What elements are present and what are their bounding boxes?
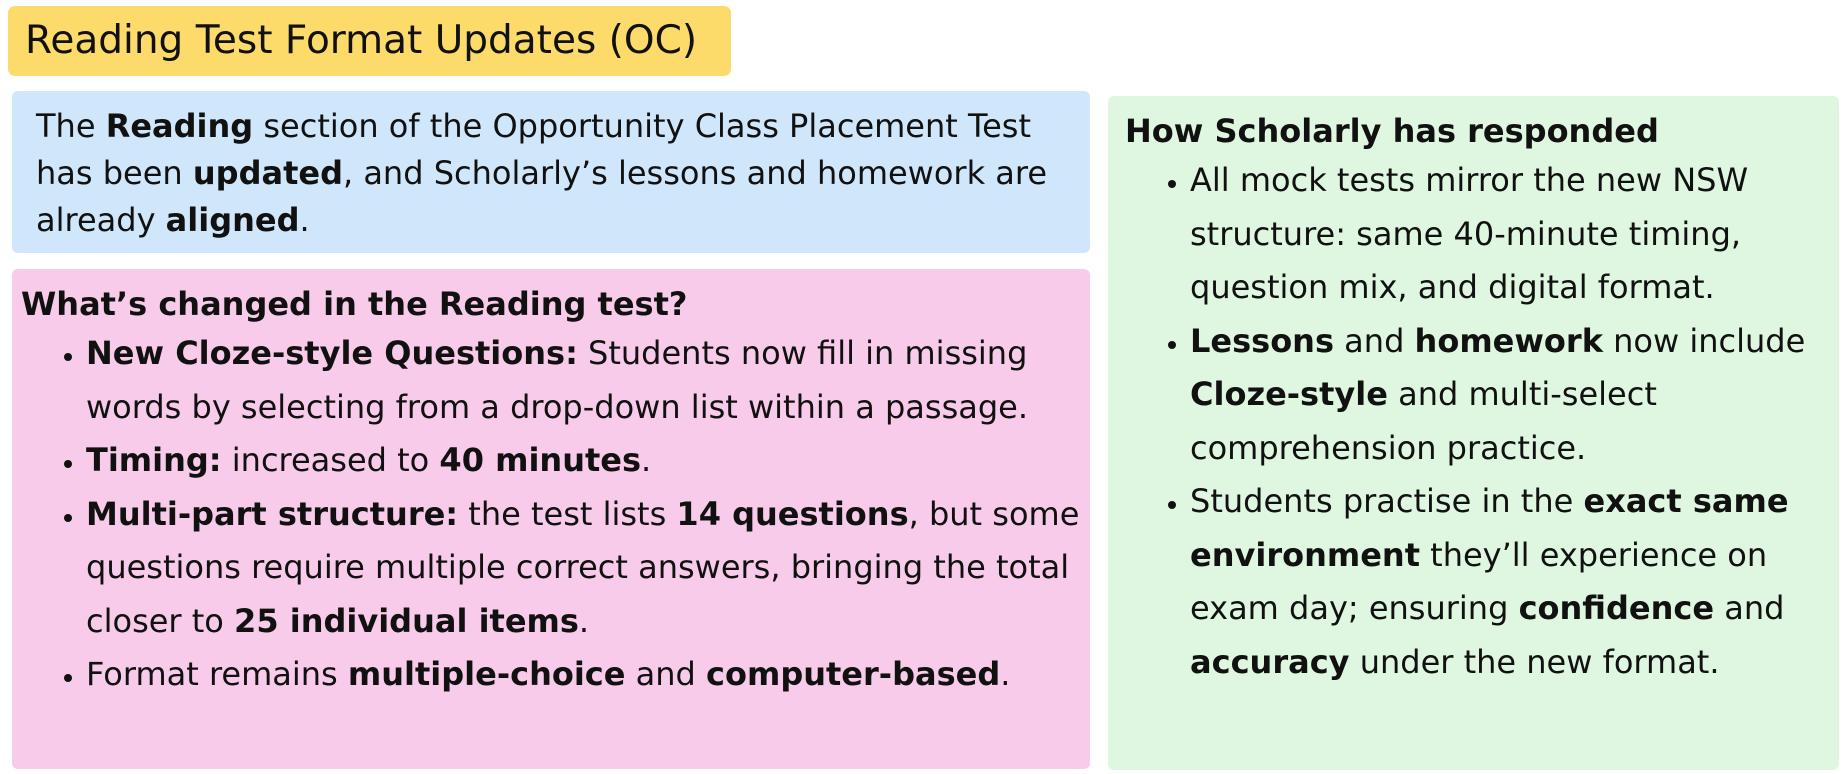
changes-heading: What’s changed in the Reading test? (21, 285, 688, 323)
response-list (1125, 154, 1839, 689)
list-item-bold: 40 minutes (439, 441, 642, 479)
list-item-text: All mock tests mirror the new NSW structure: same 40-minute timing, question mix, and digital format. (1190, 161, 1749, 306)
list-item-text: Students practise in the (1190, 482, 1584, 520)
list-item (86, 648, 1090, 702)
list-item-bold: accuracy (1190, 642, 1350, 681)
list-item-bold: New Cloze-style Questions: (86, 334, 578, 372)
page-title: Reading Test Format Updates (OC) (8, 6, 731, 76)
list-item-text: and (625, 655, 707, 693)
list-item-bold: Lessons (1190, 321, 1334, 360)
list-item-text: the test lists (458, 494, 677, 533)
list-item-text: . (578, 601, 590, 640)
list-item-text: increased to (221, 441, 440, 479)
list-item-bold: exact same environment (1190, 482, 1789, 574)
list-item (1190, 154, 1839, 315)
list-item-bold: 25 individual items (234, 601, 579, 640)
list-item (86, 434, 1090, 488)
changes-box (12, 269, 1090, 769)
changes-list (21, 327, 1090, 702)
list-item-text: now include (1602, 321, 1806, 360)
intro-box (12, 91, 1090, 253)
list-item-text: and (1334, 321, 1415, 360)
response-heading: How Scholarly has responded (1125, 112, 1659, 150)
list-item-text: . (1000, 655, 1011, 693)
list-item-bold: multiple-choice (347, 655, 626, 693)
list-item-text: Students now fill in missing words by selecting from a drop-down list within a passage. (86, 334, 1029, 426)
list-item-bold: Multi-part structure: (86, 494, 459, 533)
intro-text: , and Scholarly’s lessons and homework are already (36, 154, 1048, 239)
list-item-bold: 14 questions (676, 494, 909, 533)
intro-text: . (299, 201, 310, 239)
list-item-text: Format remains (86, 655, 348, 693)
list-item-bold: homework (1414, 321, 1603, 360)
intro-bold-updated: updated (192, 154, 343, 192)
list-item-bold: confidence (1518, 589, 1715, 627)
list-item-text: , but some questions require multiple correct answers, bringing the total closer to (86, 494, 1080, 640)
list-item (86, 488, 1090, 649)
intro-bold-aligned: aligned (165, 201, 300, 239)
intro-text: section of the Opportunity Class Placement Test has been (36, 107, 1031, 192)
list-item-text: . (641, 441, 652, 479)
list-item-bold: computer-based (706, 655, 1001, 693)
list-item-text: and (1714, 589, 1785, 627)
list-item-text: under the new format. (1349, 642, 1720, 681)
list-item-bold: Timing: (86, 441, 222, 479)
list-item-text: and multi-select comprehension practice. (1190, 375, 1657, 467)
response-box (1108, 96, 1839, 770)
list-item (86, 327, 1090, 434)
list-item-text: they’ll experience on exam day; ensuring (1190, 535, 1768, 627)
intro-text: The (36, 107, 106, 145)
list-item (1190, 475, 1839, 689)
intro-bold-reading: Reading (105, 107, 254, 145)
list-item-bold: Cloze-style (1190, 375, 1388, 413)
list-item (1190, 315, 1839, 476)
